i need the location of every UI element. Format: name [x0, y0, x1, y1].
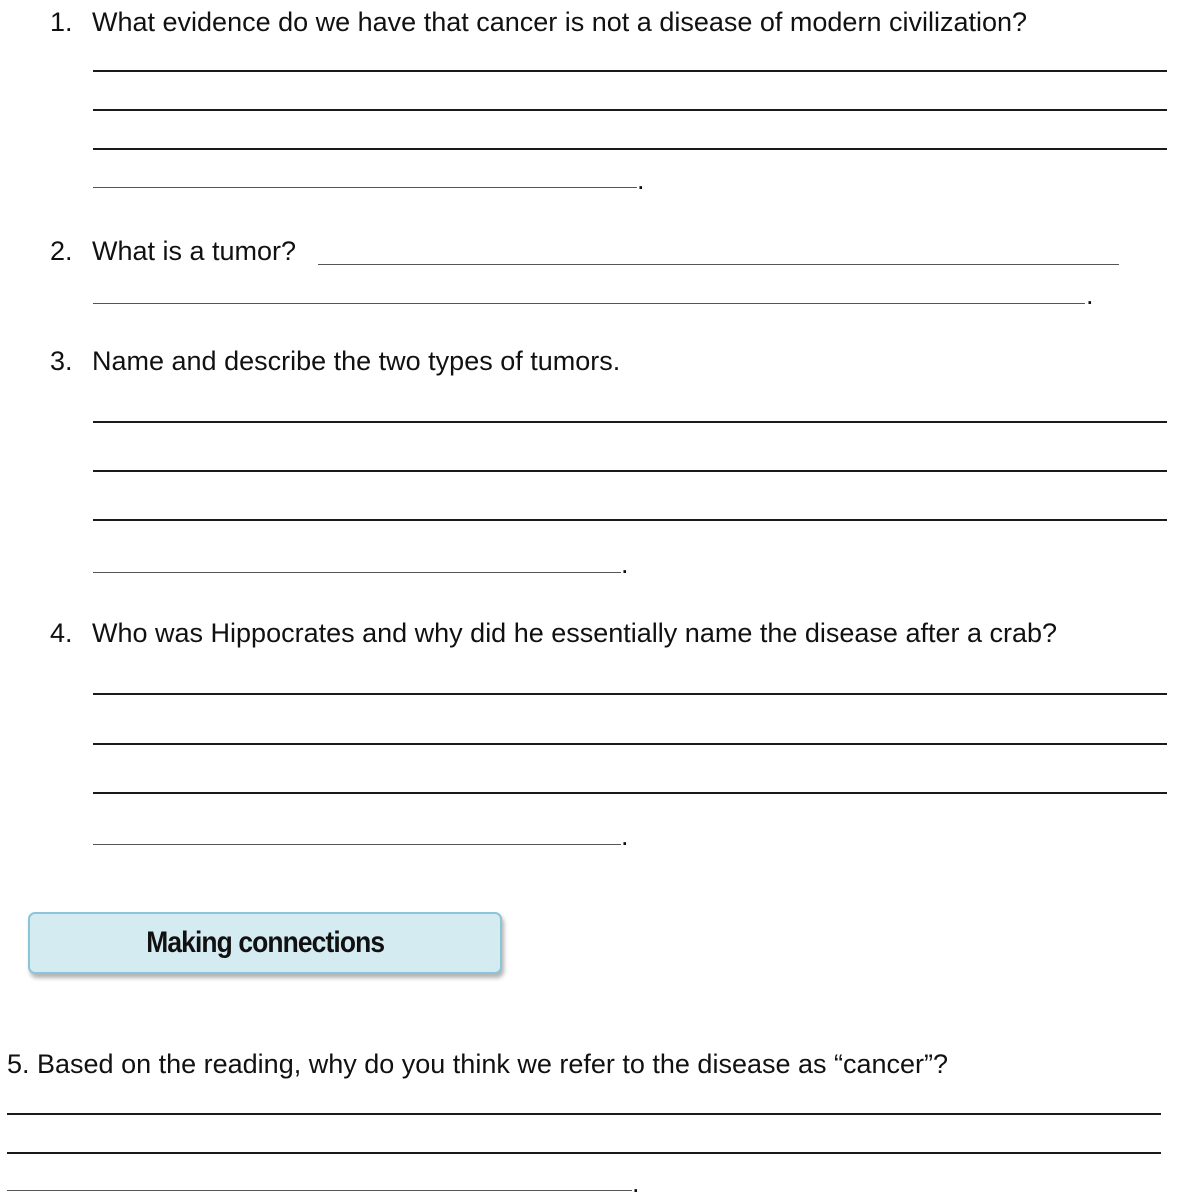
answer-line[interactable]	[93, 187, 637, 188]
answer-line[interactable]	[93, 470, 1167, 472]
section-callout	[28, 912, 502, 974]
question-number: 4.	[50, 618, 73, 648]
answer-line[interactable]	[93, 572, 621, 573]
answer-line[interactable]	[93, 844, 621, 845]
question-4	[50, 617, 1057, 649]
answer-line[interactable]	[7, 1113, 1161, 1115]
answer-line[interactable]	[318, 264, 1119, 265]
answer-line[interactable]	[93, 148, 1167, 150]
answer-line[interactable]	[93, 109, 1167, 111]
section-title: Making connections	[146, 926, 384, 959]
question-3	[50, 345, 620, 377]
answer-line[interactable]	[7, 1190, 632, 1191]
answer-line[interactable]	[93, 303, 1085, 304]
answer-line[interactable]	[93, 421, 1167, 423]
answer-line[interactable]	[93, 519, 1167, 521]
question-text: What evidence do we have that cancer is not a disease of modern civilization?	[92, 7, 1028, 37]
question-text: What is a tumor?	[92, 236, 297, 266]
line-end-period: .	[632, 1168, 640, 1198]
answer-line[interactable]	[7, 1152, 1161, 1154]
answer-line[interactable]	[93, 693, 1167, 695]
line-end-period: .	[621, 549, 629, 579]
question-number: 2.	[50, 236, 73, 266]
answer-line[interactable]	[93, 70, 1167, 72]
question-number: 3.	[50, 346, 73, 376]
question-text: Who was Hippocrates and why did he essentially name the disease after a crab?	[92, 618, 1058, 648]
answer-line[interactable]	[93, 743, 1167, 745]
question-text: Name and describe the two types of tumors.	[92, 346, 621, 376]
question-text: 5. Based on the reading, why do you think we refer to the disease as “cancer”?	[7, 1049, 949, 1079]
line-end-period: .	[1086, 280, 1094, 310]
question-5	[7, 1048, 948, 1080]
line-end-period: .	[621, 821, 629, 851]
answer-line[interactable]	[93, 792, 1167, 794]
question-number: 1.	[50, 7, 73, 37]
question-1	[50, 6, 1027, 38]
question-2	[50, 235, 296, 267]
line-end-period: .	[637, 165, 645, 195]
